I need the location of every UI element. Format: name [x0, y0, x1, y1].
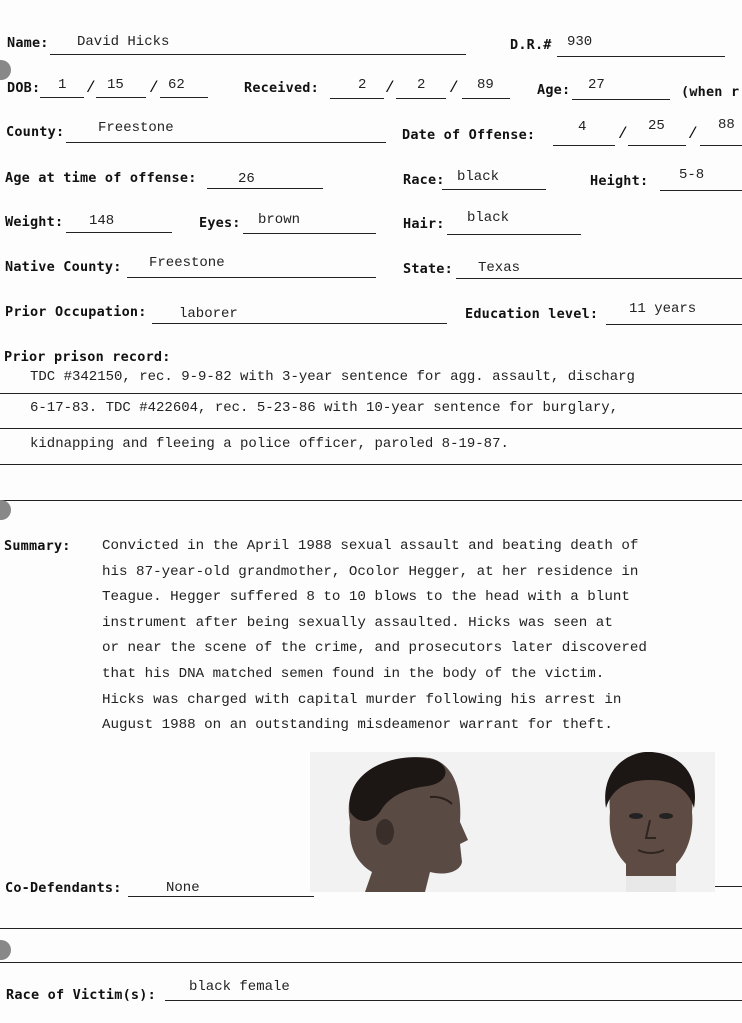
- offense-year-line: [700, 145, 742, 146]
- name-underline: [50, 54, 466, 55]
- prior-record-rule-1: [0, 393, 742, 394]
- dob-year: 62: [168, 77, 185, 93]
- native-county-label: Native County:: [5, 259, 122, 275]
- county-label: County:: [6, 124, 65, 140]
- dob-month: 1: [58, 77, 67, 93]
- name-label: Name:: [7, 35, 49, 51]
- age-label: Age:: [537, 82, 571, 98]
- prior-record-line-1: TDC #342150, rec. 9-9-82 with 3-year sentence for agg. assault, discharg: [30, 369, 635, 385]
- hair-value: black: [467, 210, 510, 226]
- punch-hole: [0, 940, 11, 960]
- summary-line-5: or near the scene of the crime, and prosecutors later discovered: [102, 640, 647, 657]
- received-month-line: [330, 98, 384, 99]
- state-label: State:: [403, 261, 453, 277]
- state-value: Texas: [478, 260, 521, 276]
- weight-label: Weight:: [5, 214, 64, 230]
- dob-day-line: [96, 97, 146, 98]
- summary-line-6: that his DNA matched semen found in the body of the victim.: [102, 665, 605, 682]
- weight-underline: [66, 232, 172, 233]
- name-value: David Hicks: [77, 34, 170, 50]
- offense-month: 4: [578, 119, 587, 135]
- race-underline: [442, 189, 546, 190]
- age-value: 27: [588, 77, 605, 93]
- co-defendants-label: Co-Defendants:: [5, 880, 122, 896]
- mugshot-photo: [310, 752, 715, 892]
- co-defendants-underline: [128, 896, 314, 897]
- prior-occupation-value: laborer: [179, 306, 238, 322]
- race-of-victim-underline: [165, 1000, 742, 1001]
- hair-underline: [447, 234, 581, 235]
- race-label: Race:: [403, 172, 445, 188]
- county-value: Freestone: [98, 120, 174, 136]
- received-label: Received:: [244, 80, 319, 96]
- received-month: 2: [358, 77, 367, 93]
- eyes-underline: [243, 233, 376, 234]
- received-slash-1: /: [385, 79, 395, 97]
- summary-line-4: instrument after being sexually assaulted. Hicks was seen at: [102, 614, 613, 631]
- state-underline: [456, 278, 742, 279]
- height-underline: [660, 190, 742, 191]
- age-at-offense-value: 26: [238, 171, 255, 187]
- age-at-offense-underline: [207, 188, 323, 189]
- dob-month-line: [40, 97, 84, 98]
- blank-rule-1: [0, 928, 742, 929]
- offense-day: 25: [648, 118, 665, 134]
- offense-year: 88: [718, 117, 735, 133]
- prior-record-rule-2: [0, 428, 742, 429]
- summary-line-3: Teague. Hegger suffered 8 to 10 blows to the head with a blunt: [102, 589, 630, 606]
- age-at-offense-label: Age at time of offense:: [5, 170, 197, 186]
- summary-line-1: Convicted in the April 1988 sexual assault and beating death of: [102, 538, 639, 554]
- co-defendants-value: None: [166, 880, 200, 896]
- education-label: Education level:: [465, 306, 599, 322]
- dob-year-line: [160, 97, 208, 98]
- punch-hole: [0, 500, 11, 520]
- prior-record-label: Prior prison record:: [4, 349, 171, 365]
- offense-day-line: [628, 145, 686, 146]
- height-label: Height:: [590, 173, 649, 189]
- summary-line-8: August 1988 on an outstanding misdeamenor warrant for theft.: [102, 717, 613, 734]
- race-of-victim-label: Race of Victim(s):: [6, 987, 156, 1003]
- summary-text: [102, 534, 742, 739]
- received-year: 89: [477, 77, 494, 93]
- offense-date-label: Date of Offense:: [402, 127, 536, 143]
- received-slash-2: /: [449, 79, 459, 97]
- dob-day: 15: [107, 77, 124, 93]
- age-note: (when r: [681, 84, 740, 100]
- prior-occupation-label: Prior Occupation:: [5, 304, 147, 320]
- race-of-victim-value: black female: [189, 979, 290, 995]
- dr-underline: [557, 56, 725, 57]
- offense-slash-1: /: [618, 125, 628, 143]
- dr-value: 930: [567, 34, 593, 50]
- prior-record-rule-3: [0, 464, 742, 465]
- received-day-line: [396, 98, 446, 99]
- offense-month-line: [553, 145, 615, 146]
- age-underline: [572, 99, 670, 100]
- race-value: black: [457, 169, 500, 185]
- received-day: 2: [417, 77, 426, 93]
- education-value: 11 years: [629, 301, 697, 317]
- native-county-underline: [127, 277, 376, 278]
- prior-record-line-2: 6-17-83. TDC #422604, rec. 5-23-86 with 10-year sentence for burglary,: [30, 400, 619, 416]
- eyes-label: Eyes:: [199, 215, 241, 231]
- dob-slash-1: /: [86, 79, 96, 97]
- summary-line-7: Hicks was charged with capital murder following his arrest in: [102, 691, 622, 708]
- blank-rule-2: [0, 962, 742, 963]
- native-county-value: Freestone: [149, 255, 225, 271]
- height-value: 5-8: [679, 167, 705, 183]
- eyes-value: brown: [258, 212, 301, 228]
- prior-record-line-3: kidnapping and fleeing a police officer, paroled 8-19-87.: [30, 436, 509, 452]
- weight-value: 148: [89, 213, 115, 229]
- county-underline: [66, 142, 386, 143]
- hair-label: Hair:: [403, 216, 445, 232]
- mugshot-drawing: [310, 752, 715, 892]
- summary-label: Summary:: [4, 538, 71, 554]
- punch-hole: [0, 60, 11, 80]
- education-underline: [606, 324, 742, 325]
- summary-line-2: his 87-year-old grandmother, Ocolor Hegger, at her residence in: [102, 563, 639, 580]
- dob-slash-2: /: [149, 79, 159, 97]
- dob-label: DOB:: [7, 80, 41, 96]
- received-year-line: [462, 98, 510, 99]
- prior-occupation-underline: [152, 323, 447, 324]
- dr-label: D.R.#: [510, 37, 552, 53]
- co-defendants-underline-right: [715, 886, 742, 887]
- prior-record-rule-4: [0, 500, 742, 501]
- offense-slash-2: /: [688, 125, 698, 143]
